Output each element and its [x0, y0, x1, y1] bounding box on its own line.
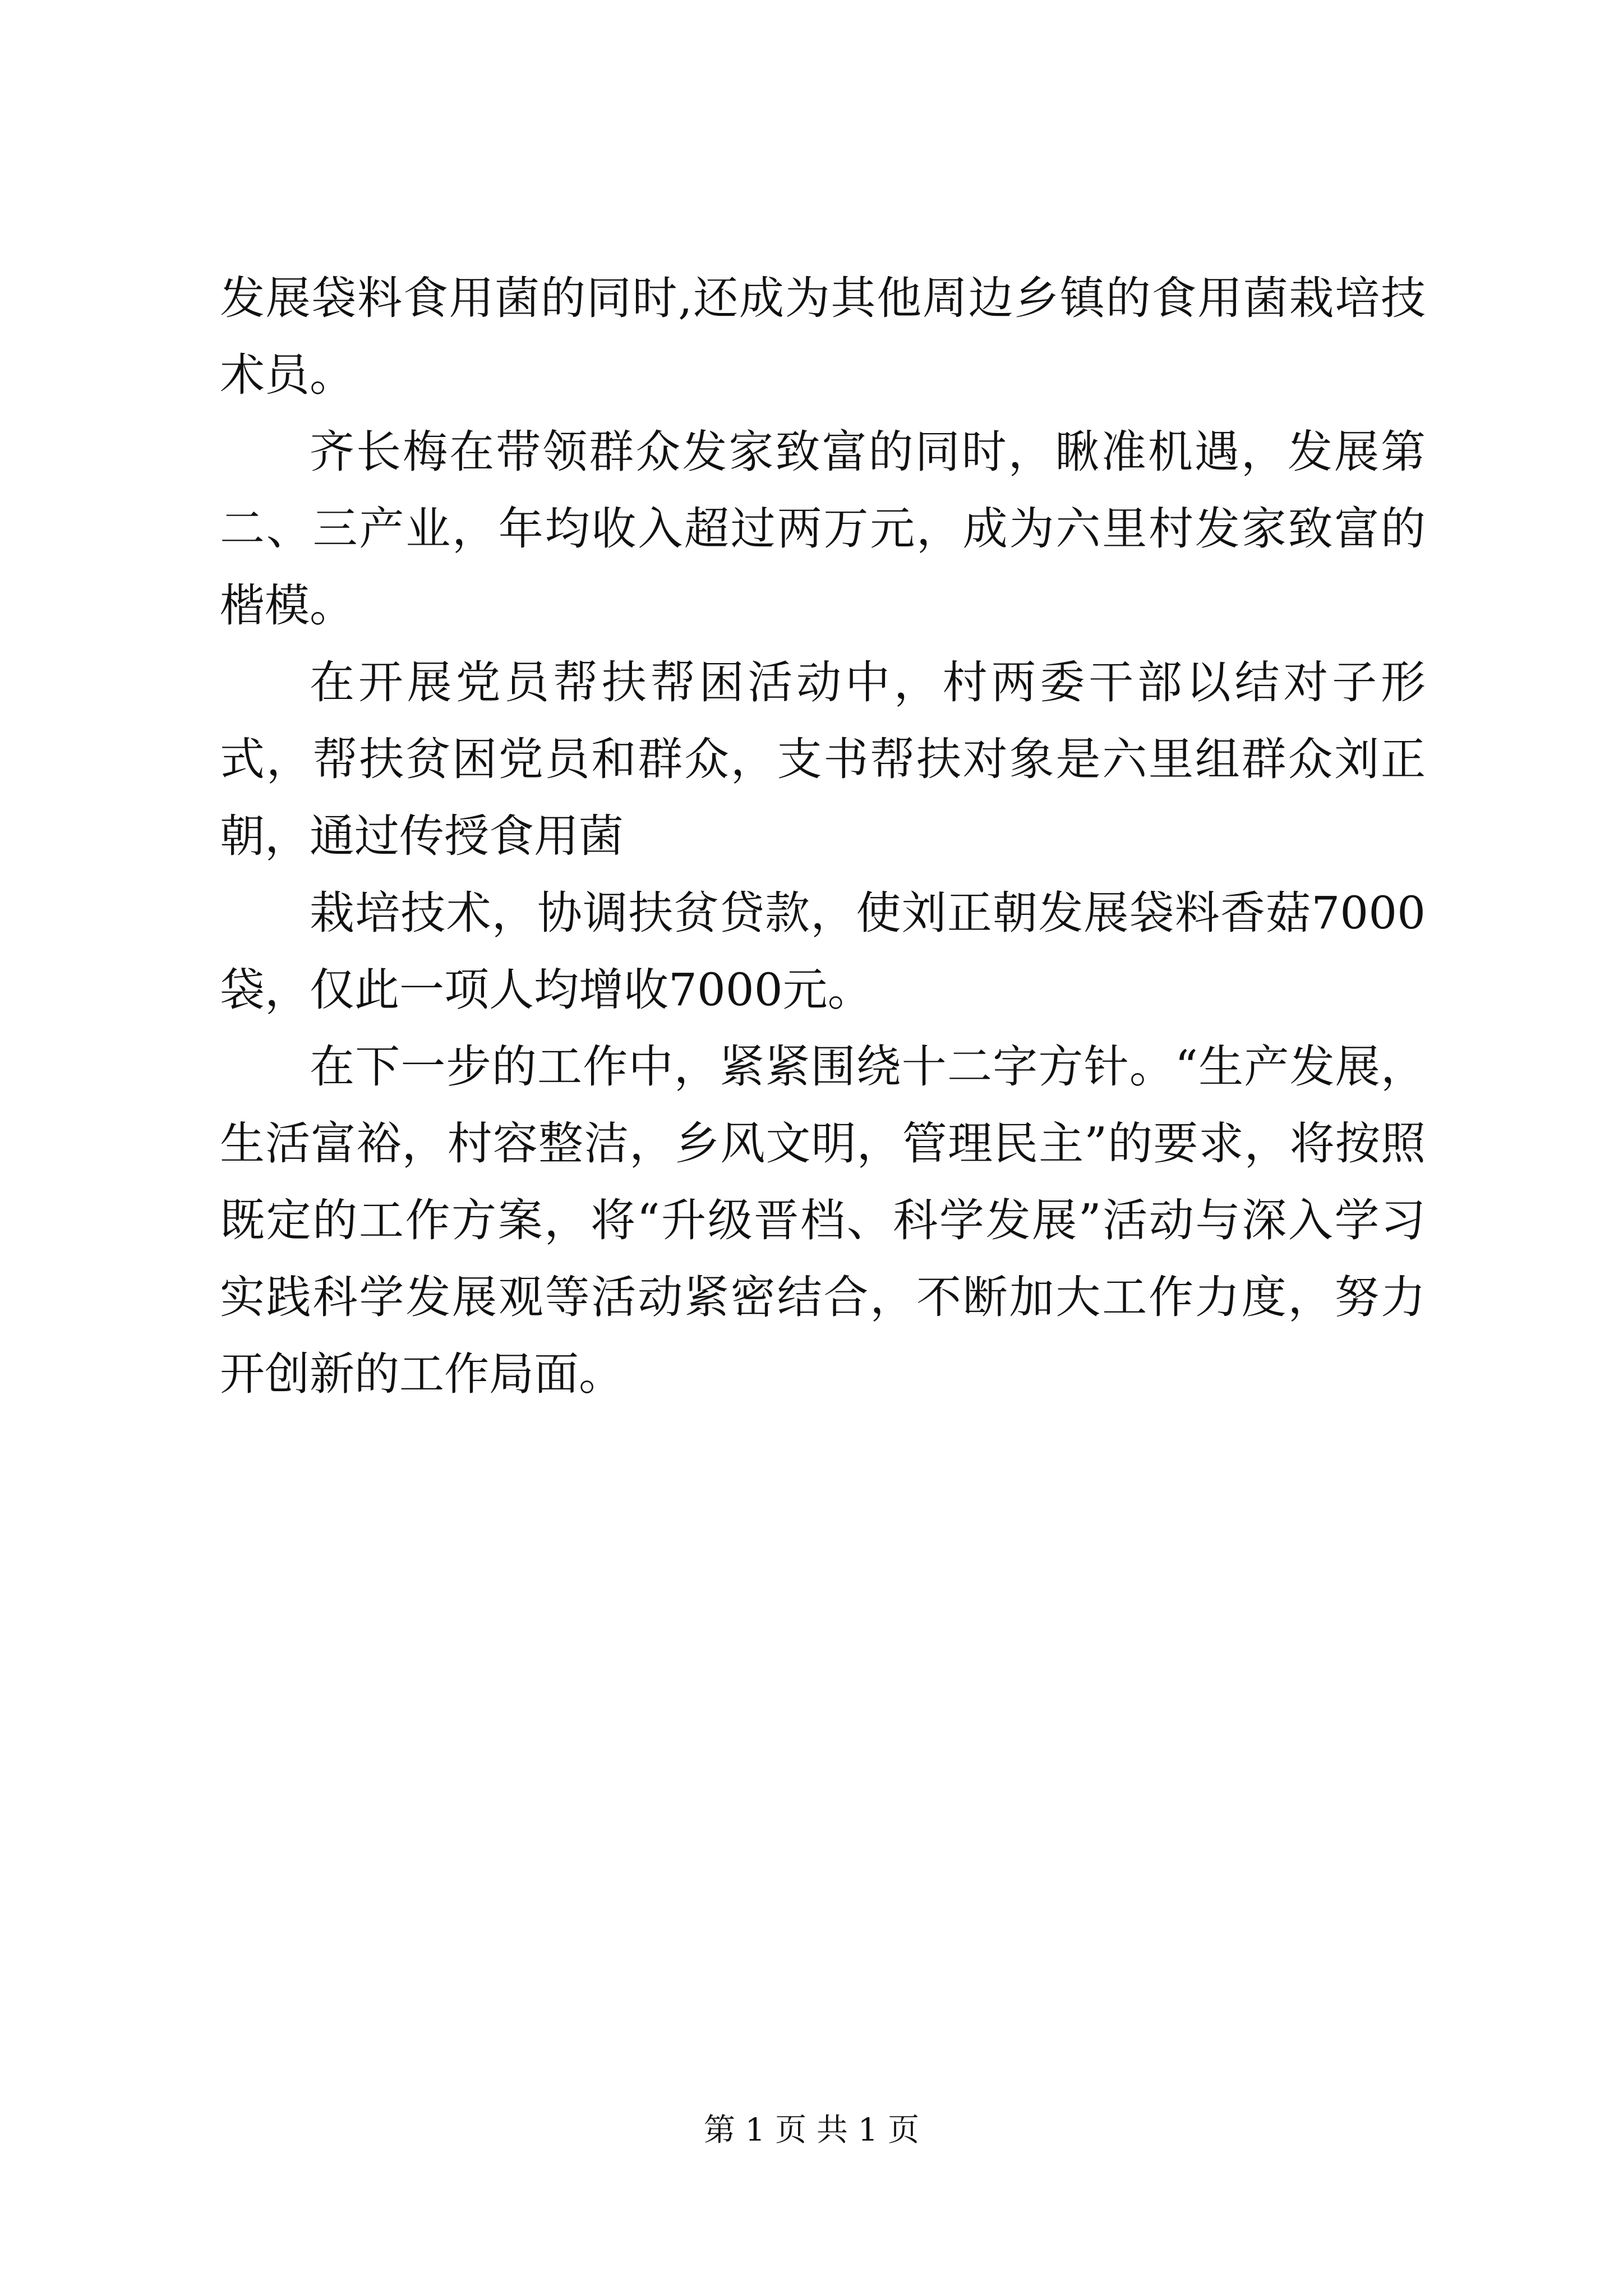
paragraph-4: 栽培技术，协调扶贫贷款，使刘正朝发展袋料香菇7000袋，仅此一项人均增收7000元。: [220, 887, 1426, 1016]
paragraph-5: 在下一步的工作中，紧紧围绕十二字方针。“生产发展，生活富裕，村容整洁，乡风文明，管理民主”的要求，将按照既定的工作方案，将“升级晋档、科学发展”活动与深入学习实践科学发展观等活动紧密结合，不断加大工作力度，努力开创新的工作局面。: [220, 1041, 1426, 1400]
paragraph-2: 齐长梅在带领群众发家致富的同时，瞅准机遇，发展第二、三产业，年均收入超过两万元，成为六里村发家致富的楷模。: [220, 426, 1426, 632]
page-number-footer: 第 1 页 共 1 页: [703, 2112, 920, 2148]
paragraph-1: 发展袋料食用菌的同时,还成为其他周边乡镇的食用菌栽培技术员。: [220, 272, 1426, 401]
document-body: [220, 260, 1426, 1412]
paragraph-3: 在开展党员帮扶帮困活动中，村两委干部以结对子形式，帮扶贫困党员和群众，支书帮扶对象是六里组群众刘正朝，通过传授食用菌: [220, 656, 1426, 862]
